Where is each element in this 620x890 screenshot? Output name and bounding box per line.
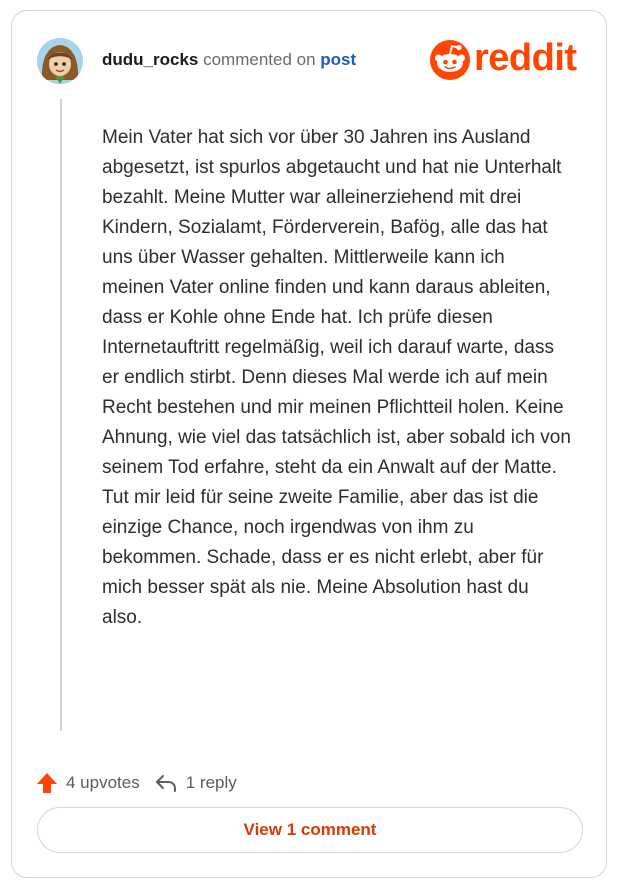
upvote-count: 4 upvotes [66, 773, 140, 792]
reply-arrow-icon[interactable] [154, 771, 178, 795]
reddit-logo [428, 38, 592, 82]
thread-line[interactable] [60, 99, 62, 731]
user-avatar[interactable] [37, 38, 83, 84]
commented-on-text: commented on [203, 50, 316, 69]
reply-count[interactable]: 1 reply [185, 773, 237, 792]
upvote-arrow-icon[interactable] [36, 772, 58, 794]
avatar-icon [37, 38, 83, 84]
comment-header [102, 49, 356, 71]
comment-text: Mein Vater hat sich vor über 30 Jahren ins Ausland abgesetzt, ist spurlos abgetaucht und hat nie Unterhalt bezahlt. Meine Mutter war alleinerziehend mit drei Kindern, Sozialamt, Förderverein, Bafög, alle das hat uns über Wasser gehalten. Mittlerweile kann ich meinen Vater online finden und kann daraus ableiten, dass er Kohle ohne Ende hat. Ich prüfe diesen Internetauftritt regelmäßig, weil ich darauf warte, dass er endlich stirbt. Denn dieses Mal werde ich auf mein Recht bestehen und mir meinen Pflichtteil holen. Keine Ahnung, wie viel das tatsächlich ist, aber sobald ich von seinem Tod erfahre, steht da ein Anwalt auf der Matte. Tut mir leid für seine zweite Familie, aber das ist die einzige Chance, noch irgendwas von ihm zu bekommen. Schade, dass er es nicht erlebt, aber für mich besser spät als nie. Meine Absolution hast du also. [102, 127, 571, 628]
comment-actions [36, 769, 237, 797]
view-comment-button[interactable]: View 1 comment [37, 807, 583, 853]
comment-card [11, 10, 607, 878]
snoo-logo-icon [428, 38, 472, 82]
username-link[interactable]: dudu_rocks [102, 50, 199, 69]
reddit-wordmark: reddit [474, 37, 577, 79]
post-link[interactable]: post [320, 50, 357, 69]
